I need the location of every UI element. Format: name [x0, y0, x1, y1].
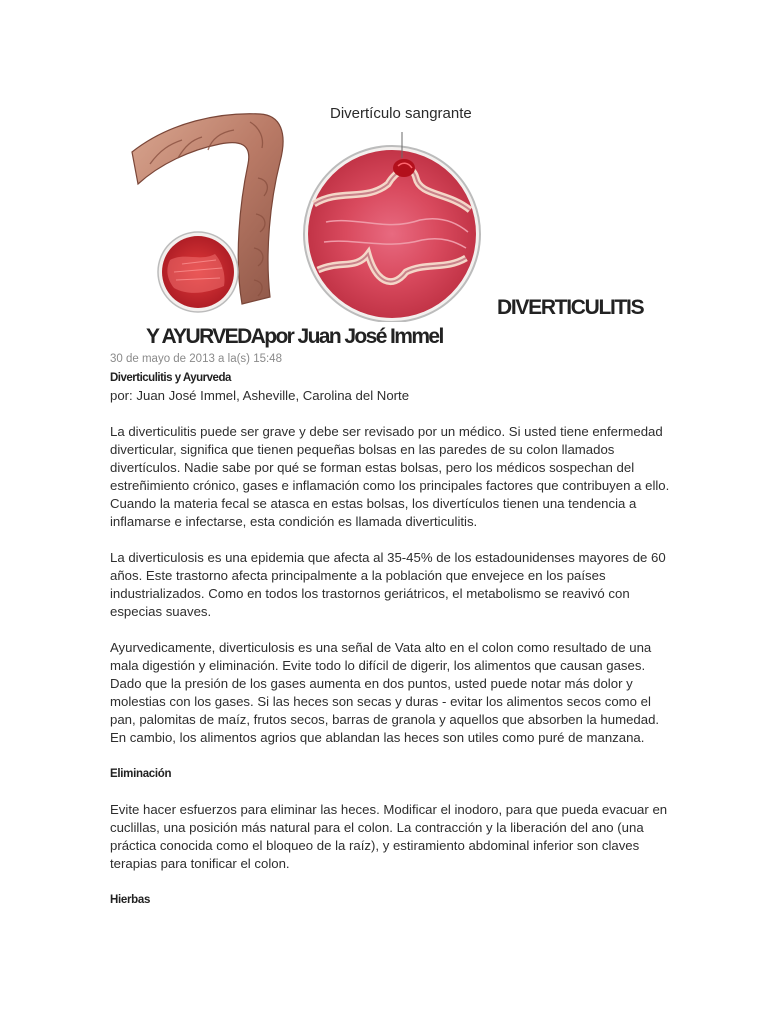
article-title-line2: Y AYURVEDApor Juan José Immel: [146, 325, 443, 348]
paragraph-4: Evite hacer esfuerzos para eliminar las heces. Modificar el inodoro, para que pueda evacuar en cuclillas, una posición más natural para el colon. La contracción y la liberación del ano (una práctica conocida como el bloqueo de la raíz), y estiramiento abdominal inferior son claves terapias para tonificar el colon.: [110, 802, 668, 871]
small-inset-circle: [158, 232, 238, 312]
heading-herbs: Hierbas: [110, 894, 151, 906]
article-subtitle: Diverticulitis y Ayurveda: [110, 372, 231, 384]
colon-diverticulum-illustration: [130, 92, 490, 322]
article-title-line1: DIVERTICULITIS: [497, 296, 644, 319]
figure-label: Divertículo sangrante: [330, 105, 472, 122]
paragraph-3: Ayurvedicamente, diverticulosis es una señal de Vata alto en el colon como resultado de una mala digestión y eliminación. Evite todo lo difícil de digerir, los alimentos que causan gases. Dado que la presión de los gases aumenta en dos puntos, usted puede notar más dolor y molestias con los gases. Si las heces son secas y duras - evitar los alimentos secos como el pan, palomitas de maíz, frutos secos, barras de granola y aquellos que absorben la humedad. En cambio, los alimentos agrios que ablandan las heces son utiles como puré de manzana.: [110, 640, 660, 745]
article-byline: por: Juan José Immel, Asheville, Carolina del Norte: [110, 388, 410, 403]
post-date: 30 de mayo de 2013 a la(s) 15:48: [110, 353, 282, 365]
heading-elimination: Eliminación: [110, 768, 172, 780]
large-inset-circle: [304, 146, 480, 322]
article-body: [110, 369, 670, 909]
paragraph-2: La diverticulosis es una epidemia que afecta al 35-45% de los estadounidenses mayores de 60 años. Este trastorno afecta principalmente a la población que envejece en los países industrializados. Como en todos los trastornos geriátricos, el metabolismo se reavivó con especias suaves.: [110, 550, 666, 619]
paragraph-1: La diverticulitis puede ser grave y debe ser revisado por un médico. Si usted tiene enfermedad diverticular, significa que tienen pequeñas bolsas en las paredes de su colon llamados divertículos. Nadie sabe por qué se forman estas bolsas, pero los médicos sospechan del estreñimiento crónico, gases e inflamación como los principales factores que contribuyen a ello. Cuando la materia fecal se atasca en estas bolsas, los divertículos tienen una tendencia a inflamarse e infectarse, esta condición es llamada diverticulitis.: [110, 424, 670, 529]
